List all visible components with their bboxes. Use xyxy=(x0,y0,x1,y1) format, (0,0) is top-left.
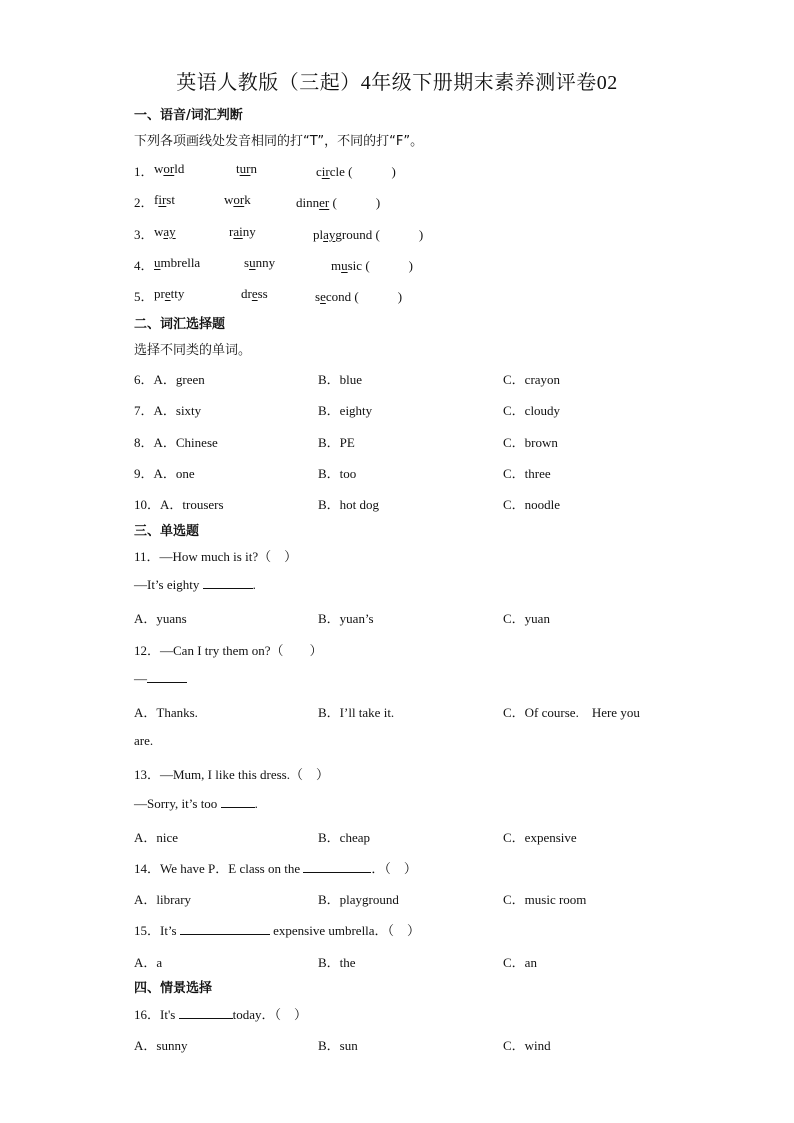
phonics-q2-number: 2． xyxy=(134,195,154,210)
underlined-letters: ir xyxy=(321,164,330,179)
phonics-q3-word-2: rainy xyxy=(229,224,256,239)
q11-option-c[interactable]: C．yuan xyxy=(503,611,550,626)
q11-option-b[interactable]: B．yuan’s xyxy=(318,611,374,626)
phonics-q5-number: 5． xyxy=(134,289,154,304)
underlined-letters: ai xyxy=(233,224,243,239)
vocab-q7-option-b[interactable]: B．eighty xyxy=(318,403,373,418)
vocab-q9-option-b[interactable]: B．too xyxy=(318,466,357,481)
vocab-q10-option-c[interactable]: C．noodle xyxy=(503,497,561,512)
q16-option-a[interactable]: A．sunny xyxy=(134,1038,188,1053)
phonics-q4-number: 4． xyxy=(134,258,154,273)
q16-end: today．（ ） xyxy=(232,1007,307,1022)
underlined-letters: er xyxy=(319,195,330,210)
q15-option-a[interactable]: A．a xyxy=(134,955,163,970)
q13-blank xyxy=(221,796,255,808)
underlined-letters: or xyxy=(233,192,245,207)
q14-end: ．（ ） xyxy=(371,861,417,876)
underlined-letters: u xyxy=(249,255,256,270)
section-2-heading: 二、词汇选择题 xyxy=(134,317,226,332)
q15-option-c[interactable]: C．an xyxy=(503,955,537,970)
phonics-q4-word-1: umbrella xyxy=(154,255,201,270)
vocab-q6-option-c[interactable]: C．crayon xyxy=(503,372,561,387)
q12-text: — xyxy=(134,671,147,686)
answer-paren[interactable]: ( ) xyxy=(329,195,381,210)
q15-option-b[interactable]: B．the xyxy=(318,955,356,970)
vocab-q8-option-b[interactable]: B．PE xyxy=(318,435,355,450)
underlined-letters: ir xyxy=(158,192,167,207)
q16-blank xyxy=(179,1007,233,1019)
q13-answer-line xyxy=(134,796,258,812)
q12-option-c-continued: are. xyxy=(134,733,154,748)
answer-paren[interactable]: ( ) xyxy=(372,227,424,242)
section-4-heading: 四、情景选择 xyxy=(134,981,213,996)
underlined-letters: ur xyxy=(239,161,251,176)
q14-option-a[interactable]: A．library xyxy=(134,892,192,907)
q13-text: —Sorry, it’s too xyxy=(134,796,221,811)
q12-blank xyxy=(147,671,187,683)
q15-stem xyxy=(134,920,420,939)
phonics-q3-word-3: playground ( ) xyxy=(313,227,424,242)
vocab-q10-option-a[interactable]: 10．A．trousers xyxy=(134,497,224,512)
phonics-q4-word-2: sunny xyxy=(244,255,276,270)
q13-option-c[interactable]: C．expensive xyxy=(503,830,577,845)
q16-option-c[interactable]: C．wind xyxy=(503,1038,551,1053)
q11-blank xyxy=(203,577,253,589)
q12-stem: 12．—Can I try them on?（ ） xyxy=(134,643,323,658)
underlined-letters: or xyxy=(163,161,175,176)
q16-option-b[interactable]: B．sun xyxy=(318,1038,358,1053)
phonics-q5-word-3: second ( ) xyxy=(315,289,403,304)
q14-blank xyxy=(303,861,371,873)
section-1-heading: 一、语音/词汇判断 xyxy=(134,108,243,123)
phonics-q1-number: 1． xyxy=(134,164,154,179)
underlined-letters: e xyxy=(251,286,258,301)
q11-stem: 11．—How much is it?（ ） xyxy=(134,549,298,564)
phonics-q2-word-2: work xyxy=(224,192,251,207)
vocab-q7-option-c[interactable]: C．cloudy xyxy=(503,403,561,418)
phonics-q3-word-1: way xyxy=(154,224,176,239)
q11-end: . xyxy=(252,577,256,592)
underlined-letters: e xyxy=(164,286,171,301)
q15-blank xyxy=(180,923,270,935)
underlined-letters: ay xyxy=(323,227,336,242)
underlined-letters: e xyxy=(320,289,326,304)
vocab-q8-option-c[interactable]: C．brown xyxy=(503,435,558,450)
q15-text: 15．It’s xyxy=(134,923,180,938)
q13-stem: 13．—Mum, I like this dress.（ ） xyxy=(134,767,329,782)
answer-paren[interactable]: ( ) xyxy=(362,258,413,273)
page-title: 英语人教版（三起）4年级下册期末素养测评卷02 xyxy=(176,72,618,94)
section-2-instruction: 选择不同类的单词。 xyxy=(134,343,252,358)
vocab-q7-option-a[interactable]: 7．A．sixty xyxy=(134,403,202,418)
q16-text: 16．It's xyxy=(134,1007,179,1022)
underlined-letters: u xyxy=(154,255,161,270)
phonics-q1-word-3: circle ( ) xyxy=(316,164,396,179)
q14-text: 14．We have P．E class on the xyxy=(134,861,304,876)
q16-stem xyxy=(134,1004,307,1023)
q12-answer-line xyxy=(134,671,187,687)
phonics-q3-number: 3． xyxy=(134,227,154,242)
underlined-letters: u xyxy=(341,258,348,273)
q14-option-b[interactable]: B．playground xyxy=(318,892,399,907)
q14-stem xyxy=(134,858,417,877)
vocab-q6-option-b[interactable]: B．blue xyxy=(318,372,363,387)
phonics-q1-word-2: turn xyxy=(236,161,257,176)
phonics-q4-word-3: music ( ) xyxy=(331,258,413,273)
phonics-q5-word-1: pretty xyxy=(154,286,185,301)
q12-option-a[interactable]: A．Thanks. xyxy=(134,705,198,720)
section-3-heading: 三、单选题 xyxy=(134,524,200,539)
phonics-q2-word-1: first xyxy=(154,192,175,207)
q13-end: . xyxy=(254,796,258,811)
phonics-q5-word-2: dress xyxy=(241,286,268,301)
vocab-q8-option-a[interactable]: 8．A．Chinese xyxy=(134,435,218,450)
vocab-q6-option-a[interactable]: 6．A．green xyxy=(134,372,205,387)
answer-paren[interactable]: ( ) xyxy=(344,164,396,179)
section-1-instruction: 下列各项画线处发音相同的打“T”，不同的打“F”。 xyxy=(134,134,424,149)
vocab-q9-option-c[interactable]: C．three xyxy=(503,466,551,481)
vocab-q10-option-b[interactable]: B．hot dog xyxy=(318,497,380,512)
q11-text: —It’s eighty xyxy=(134,577,203,592)
q11-answer-line xyxy=(134,577,256,593)
phonics-q1-word-1: world xyxy=(154,161,185,176)
q15-end: expensive umbrella．（ ） xyxy=(269,923,421,938)
underlined-letters: ay xyxy=(163,224,176,239)
answer-paren[interactable]: ( ) xyxy=(351,289,403,304)
phonics-q2-word-3: dinner ( ) xyxy=(296,195,381,210)
q12-option-c[interactable]: C．Of course. Here you xyxy=(503,705,640,720)
q14-option-c[interactable]: C．music room xyxy=(503,892,587,907)
vocab-q9-option-a[interactable]: 9．A．one xyxy=(134,466,195,481)
q13-option-b[interactable]: B．cheap xyxy=(318,830,370,845)
q13-option-a[interactable]: A．nice xyxy=(134,830,179,845)
q12-option-b[interactable]: B．I’ll take it. xyxy=(318,705,395,720)
q11-option-a[interactable]: A．yuans xyxy=(134,611,187,626)
